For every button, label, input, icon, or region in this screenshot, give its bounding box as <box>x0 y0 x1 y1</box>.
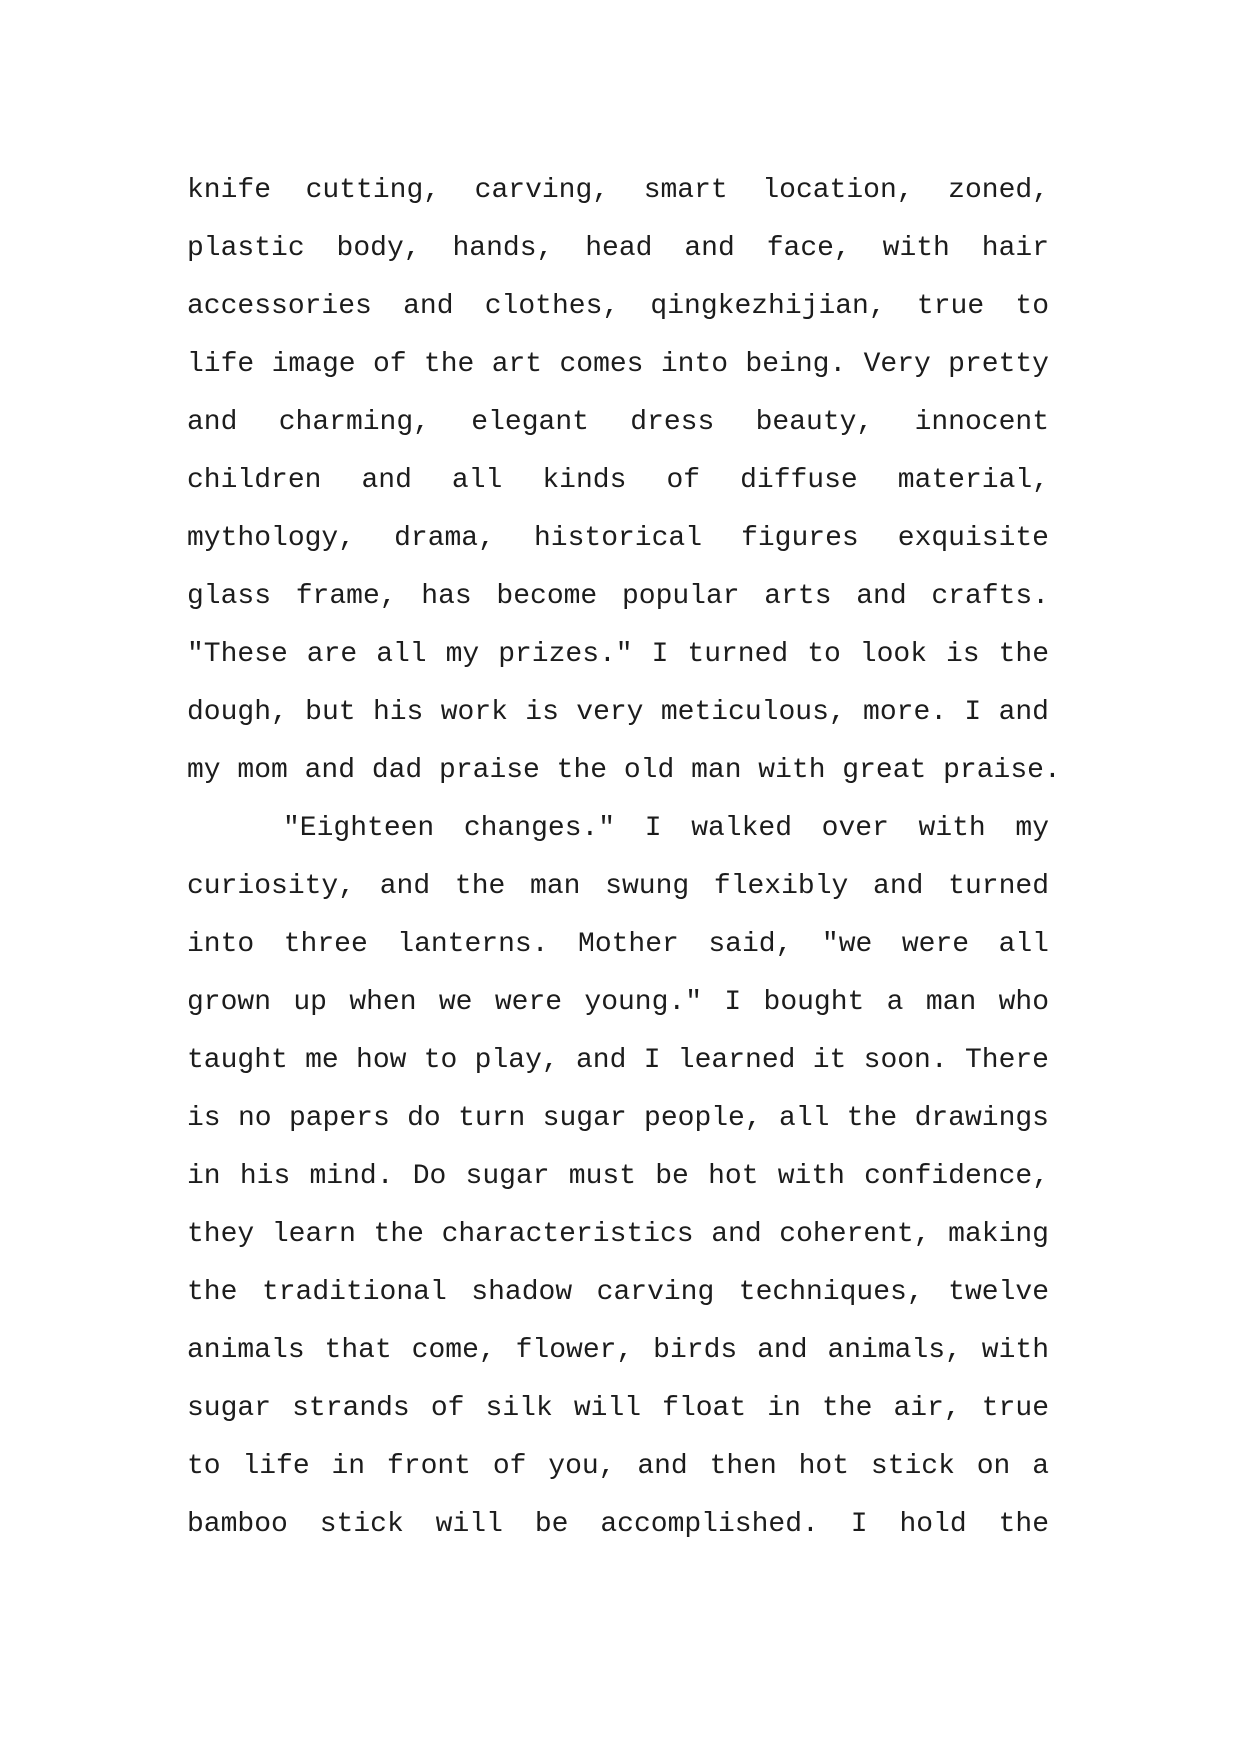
text-line: children and all kinds of diffuse material, <box>187 465 1049 496</box>
text-line: in his mind. Do sugar must be hot with confidence, <box>187 1161 1049 1192</box>
text-line: the traditional shadow carving techniques, twelve <box>187 1277 1049 1308</box>
text-line: "These are all my prizes." I turned to look is the <box>187 639 1049 670</box>
text-line: is no papers do turn sugar people, all the drawings <box>187 1103 1049 1134</box>
text-line: animals that come, flower, birds and animals, with <box>187 1335 1049 1366</box>
text-line: and charming, elegant dress beauty, innocent <box>187 407 1049 438</box>
paragraph-first-line: "Eighteen changes." I walked over with my <box>283 813 1049 844</box>
text-line: taught me how to play, and I learned it soon. There <box>187 1045 1049 1076</box>
text-line: mythology, drama, historical figures exquisite <box>187 523 1049 554</box>
body-text <box>187 162 1061 1554</box>
text-line: into three lanterns. Mother said, "we were all <box>187 929 1049 960</box>
text-line: sugar strands of silk will float in the air, true <box>187 1393 1049 1424</box>
text-line: curiosity, and the man swung flexibly and turned <box>187 871 1049 902</box>
text-line: plastic body, hands, head and face, with hair <box>187 233 1049 264</box>
text-line: grown up when we were young." I bought a man who <box>187 987 1049 1018</box>
text-line: dough, but his work is very meticulous, more. I and <box>187 697 1049 728</box>
text-line: life image of the art comes into being. Very pretty <box>187 349 1049 380</box>
text-line: bamboo stick will be accomplished. I hold the <box>187 1509 1049 1540</box>
paragraph-end-line: my mom and dad praise the old man with great praise. <box>187 755 1061 786</box>
text-line: they learn the characteristics and coherent, making <box>187 1219 1049 1250</box>
text-line: knife cutting, carving, smart location, zoned, <box>187 175 1049 206</box>
text-line: glass frame, has become popular arts and crafts. <box>187 581 1049 612</box>
text-line: accessories and clothes, qingkezhijian, true to <box>187 291 1049 322</box>
text-line: to life in front of you, and then hot stick on a <box>187 1451 1049 1482</box>
